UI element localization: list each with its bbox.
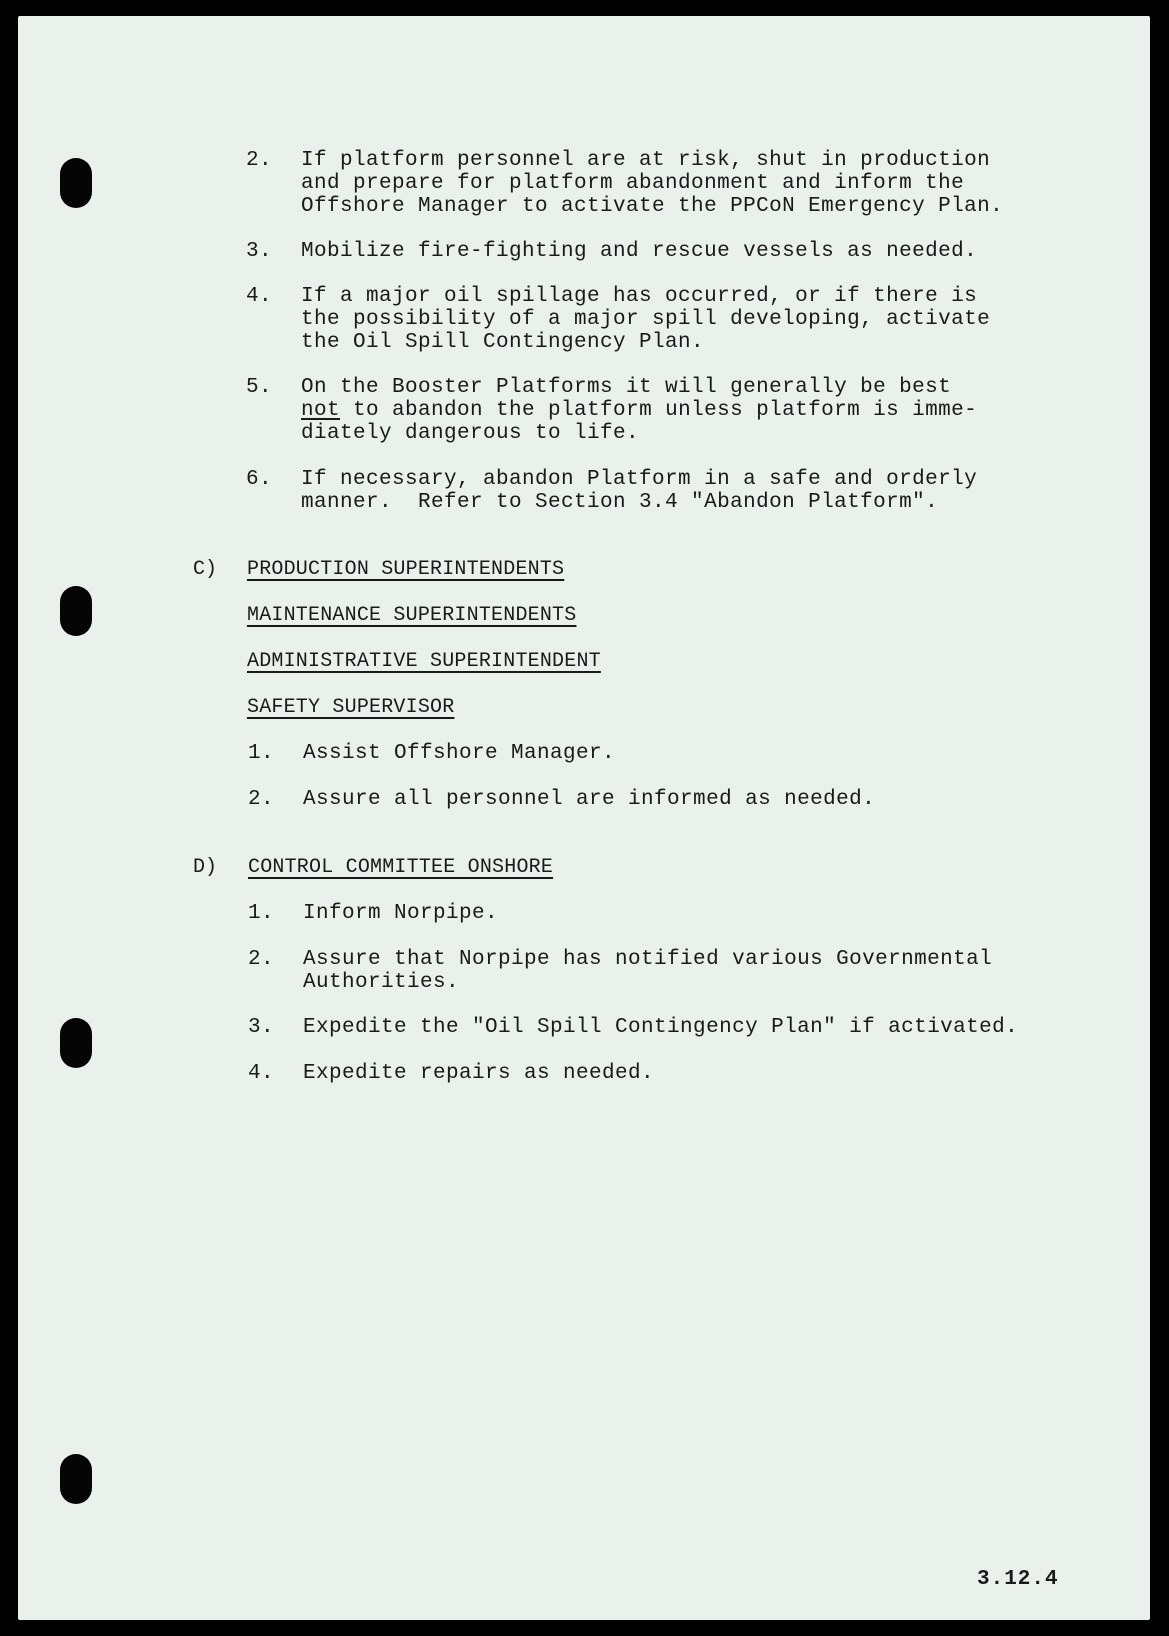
section-heading: CONTROL COMMITTEE ONSHORE: [248, 856, 554, 879]
section-heading: ADMINISTRATIVE SUPERINTENDENT: [247, 650, 601, 673]
item-number: 3.: [246, 240, 273, 263]
item-line: If platform personnel are at risk, shut in production: [301, 149, 991, 172]
punch-hole-icon: [60, 586, 92, 636]
item-number: 4.: [246, 285, 273, 308]
item-line: Offshore Manager to activate the PPCoN Emergency Plan.: [301, 195, 1004, 218]
section-heading: MAINTENANCE SUPERINTENDENTS: [247, 604, 577, 627]
punch-hole-icon: [60, 1018, 92, 1068]
section-heading: PRODUCTION SUPERINTENDENTS: [247, 558, 565, 581]
list-item: [248, 1062, 655, 1154]
emphasis-underline: not: [301, 399, 341, 422]
item-line: Expedite the "Oil Spill Contingency Plan" if activated.: [303, 1016, 1019, 1039]
section-heading: SAFETY SUPERVISOR: [247, 696, 455, 719]
item-line: Expedite repairs as needed.: [303, 1062, 655, 1085]
item-line: On the Booster Platforms it will generally be best: [301, 376, 952, 399]
item-number: 3.: [248, 1016, 275, 1039]
item-line: Mobilize fire-fighting and rescue vessels as needed.: [301, 240, 978, 263]
item-number: 5.: [246, 376, 273, 399]
item-line: manner. Refer to Section 3.4 "Abandon Platform".: [301, 491, 939, 514]
item-line: not to abandon the platform unless platform is imme-: [301, 399, 978, 422]
section-letter: C): [193, 558, 218, 581]
item-line: If necessary, abandon Platform in a safe and orderly: [301, 468, 978, 491]
item-line: diately dangerous to life.: [301, 422, 640, 445]
item-number: 2.: [248, 948, 275, 971]
item-line: Assure all personnel are informed as needed.: [303, 788, 876, 811]
item-line: Authorities.: [303, 971, 460, 994]
item-line: Inform Norpipe.: [303, 902, 499, 925]
item-number: 1.: [248, 902, 275, 925]
item-number: 4.: [248, 1062, 275, 1085]
page-number: 3.12.4: [977, 1568, 1059, 1591]
item-number: 1.: [248, 742, 275, 765]
item-line: the possibility of a major spill developing, activate: [301, 308, 991, 331]
item-number: 6.: [246, 468, 273, 491]
item-number: 2.: [246, 149, 273, 172]
item-line: and prepare for platform abandonment and inform the: [301, 172, 965, 195]
item-line: the Oil Spill Contingency Plan.: [301, 331, 705, 354]
item-line: If a major oil spillage has occurred, or if there is: [301, 285, 978, 308]
punch-hole-icon: [60, 1454, 92, 1504]
item-line: Assist Offshore Manager.: [303, 742, 616, 765]
item-line: Assure that Norpipe has notified various Governmental: [303, 948, 993, 971]
item-number: 2.: [248, 788, 275, 811]
punch-hole-icon: [60, 158, 92, 208]
section-letter: D): [193, 856, 218, 879]
